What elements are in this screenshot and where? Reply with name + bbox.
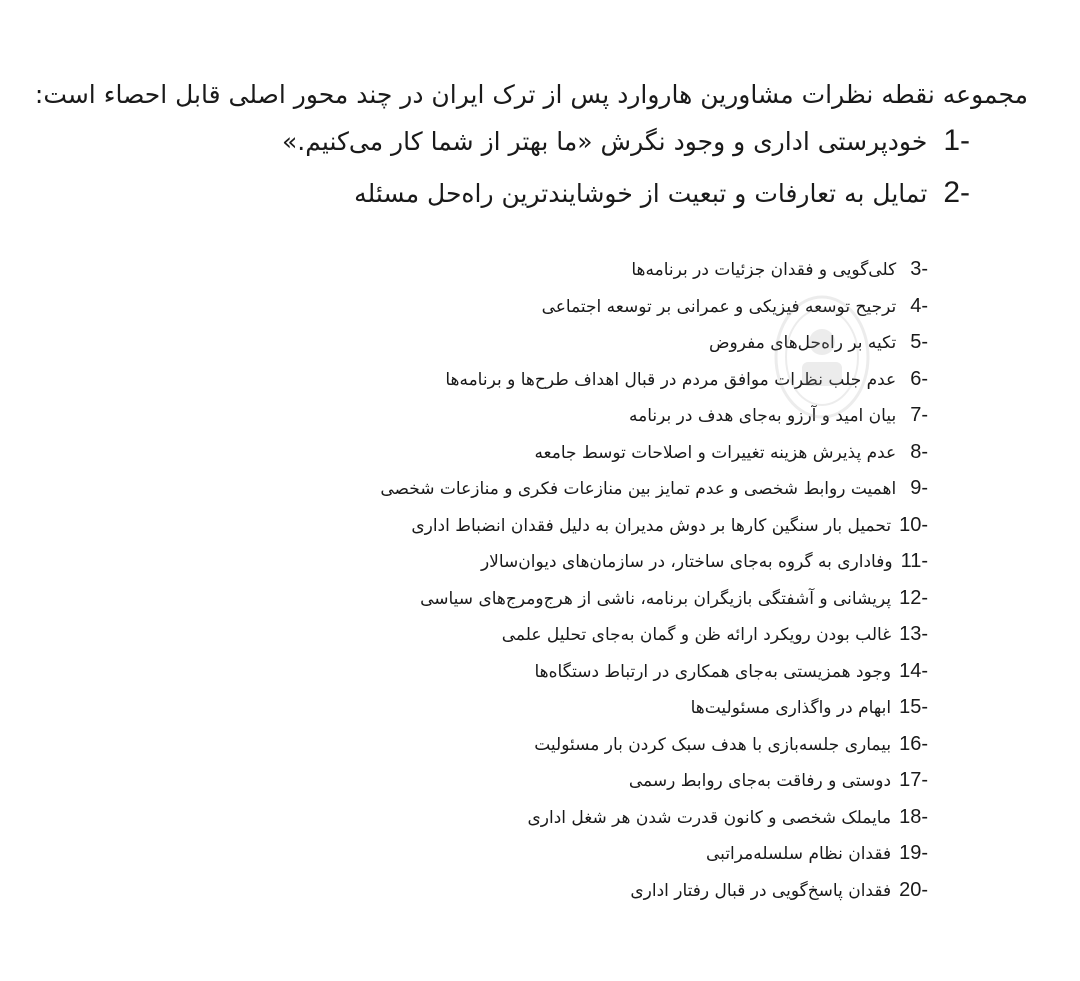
point-number: 8-: [910, 440, 928, 463]
main-point-number: 2-: [943, 176, 970, 209]
point-number: 11-: [900, 550, 928, 572]
point-number: 7-: [910, 404, 928, 426]
main-point-text: تمایل به تعارفات و تبعیت از خوشایندترین راه‌حل مسئله: [354, 179, 928, 208]
point-9: [380, 477, 928, 514]
main-point-number: 1-: [943, 124, 970, 157]
point-number: 14-: [899, 659, 928, 682]
point-number: 6-: [910, 367, 928, 390]
point-number: 3-: [910, 258, 928, 280]
point-text: غالب بودن رویکرد ارائه ظن و گمان به‌جای تحلیل علمی: [501, 625, 892, 645]
point-number: 12-: [899, 586, 928, 609]
point-number: 20-: [899, 878, 928, 901]
point-15: [380, 696, 928, 733]
point-text: بیماری جلسه‌بازی با هدف سبک کردن بار مسئولیت: [534, 734, 892, 755]
point-8: [380, 441, 928, 478]
point-text: تکیه بر راه‌حل‌های مفروض: [708, 333, 897, 353]
point-10: [380, 514, 928, 551]
point-13: [380, 623, 928, 660]
point-19: [380, 842, 928, 879]
point-17: [380, 769, 928, 806]
point-text: فقدان نظام سلسله‌مراتبی: [706, 844, 892, 864]
point-12: [380, 587, 928, 624]
point-18: [380, 806, 928, 843]
intro-text: مجموعه نقطه نظرات مشاورین هاروارد پس از ترک ایران در چند محور اصلی قابل احصاء است:: [34, 80, 1028, 109]
point-number: 5-: [910, 331, 928, 353]
point-text: کلی‌گویی و فقدان جزئیات در برنامه‌ها: [631, 260, 897, 280]
main-point-text: خودپرستی اداری و وجود نگرش «ما بهتر از شما کار می‌کنیم.»: [282, 127, 928, 156]
point-number: 9-: [910, 477, 928, 499]
point-text: دوستی و رفاقت به‌جای روابط رسمی: [628, 771, 892, 791]
point-16: [380, 733, 928, 770]
point-3: [380, 258, 928, 295]
point-number: 17-: [899, 769, 928, 791]
point-11: [380, 550, 928, 587]
point-text: فقدان پاسخ‌گویی در قبال رفتار اداری: [630, 880, 892, 901]
point-text: اهمیت روابط شخصی و عدم تمایز بین منازعات فکری و منازعات شخصی: [380, 479, 897, 499]
point-number: 15-: [899, 696, 928, 718]
point-number: 16-: [899, 732, 928, 755]
point-20: [380, 879, 928, 916]
point-text: ترجیح توسعه فیزیکی و عمرانی بر توسعه اجتماعی: [541, 296, 897, 317]
point-text: عدم جلب نظرات موافق مردم در قبال اهداف طرح‌ها و برنامه‌ها: [445, 369, 897, 390]
point-number: 19-: [899, 842, 928, 864]
main-point-2: [282, 176, 970, 228]
point-number: 10-: [899, 513, 928, 536]
point-text: تحمیل بار سنگین کارها بر دوش مدیران به دلیل فقدان انضباط اداری: [411, 515, 892, 536]
point-text: وجود همزیستی به‌جای همکاری در ارتباط دستگاه‌ها: [534, 661, 892, 682]
point-14: [380, 660, 928, 697]
point-number: 4-: [910, 294, 928, 317]
main-points-list: [282, 124, 970, 228]
point-text: ابهام در واگذاری مسئولیت‌ها: [690, 698, 892, 718]
main-point-1: [282, 124, 970, 176]
point-number: 18-: [899, 805, 928, 828]
point-text: بیان امید و آرزو به‌جای هدف در برنامه: [629, 406, 897, 426]
point-text: پریشانی و آشفتگی بازیگران برنامه، ناشی از هرج‌ومرج‌های سیاسی: [420, 588, 892, 609]
point-text: عدم پذیرش هزینه تغییرات و اصلاحات توسط جامعه: [534, 442, 897, 463]
point-number: 13-: [899, 623, 928, 645]
faded-seal-icon: [772, 292, 872, 422]
point-text: مایملک شخصی و کانون قدرت شدن هر شغل اداری: [527, 807, 892, 828]
point-text: وفاداری به گروه به‌جای ساختار، در سازمان‌های دیوان‌سالار: [480, 552, 893, 572]
